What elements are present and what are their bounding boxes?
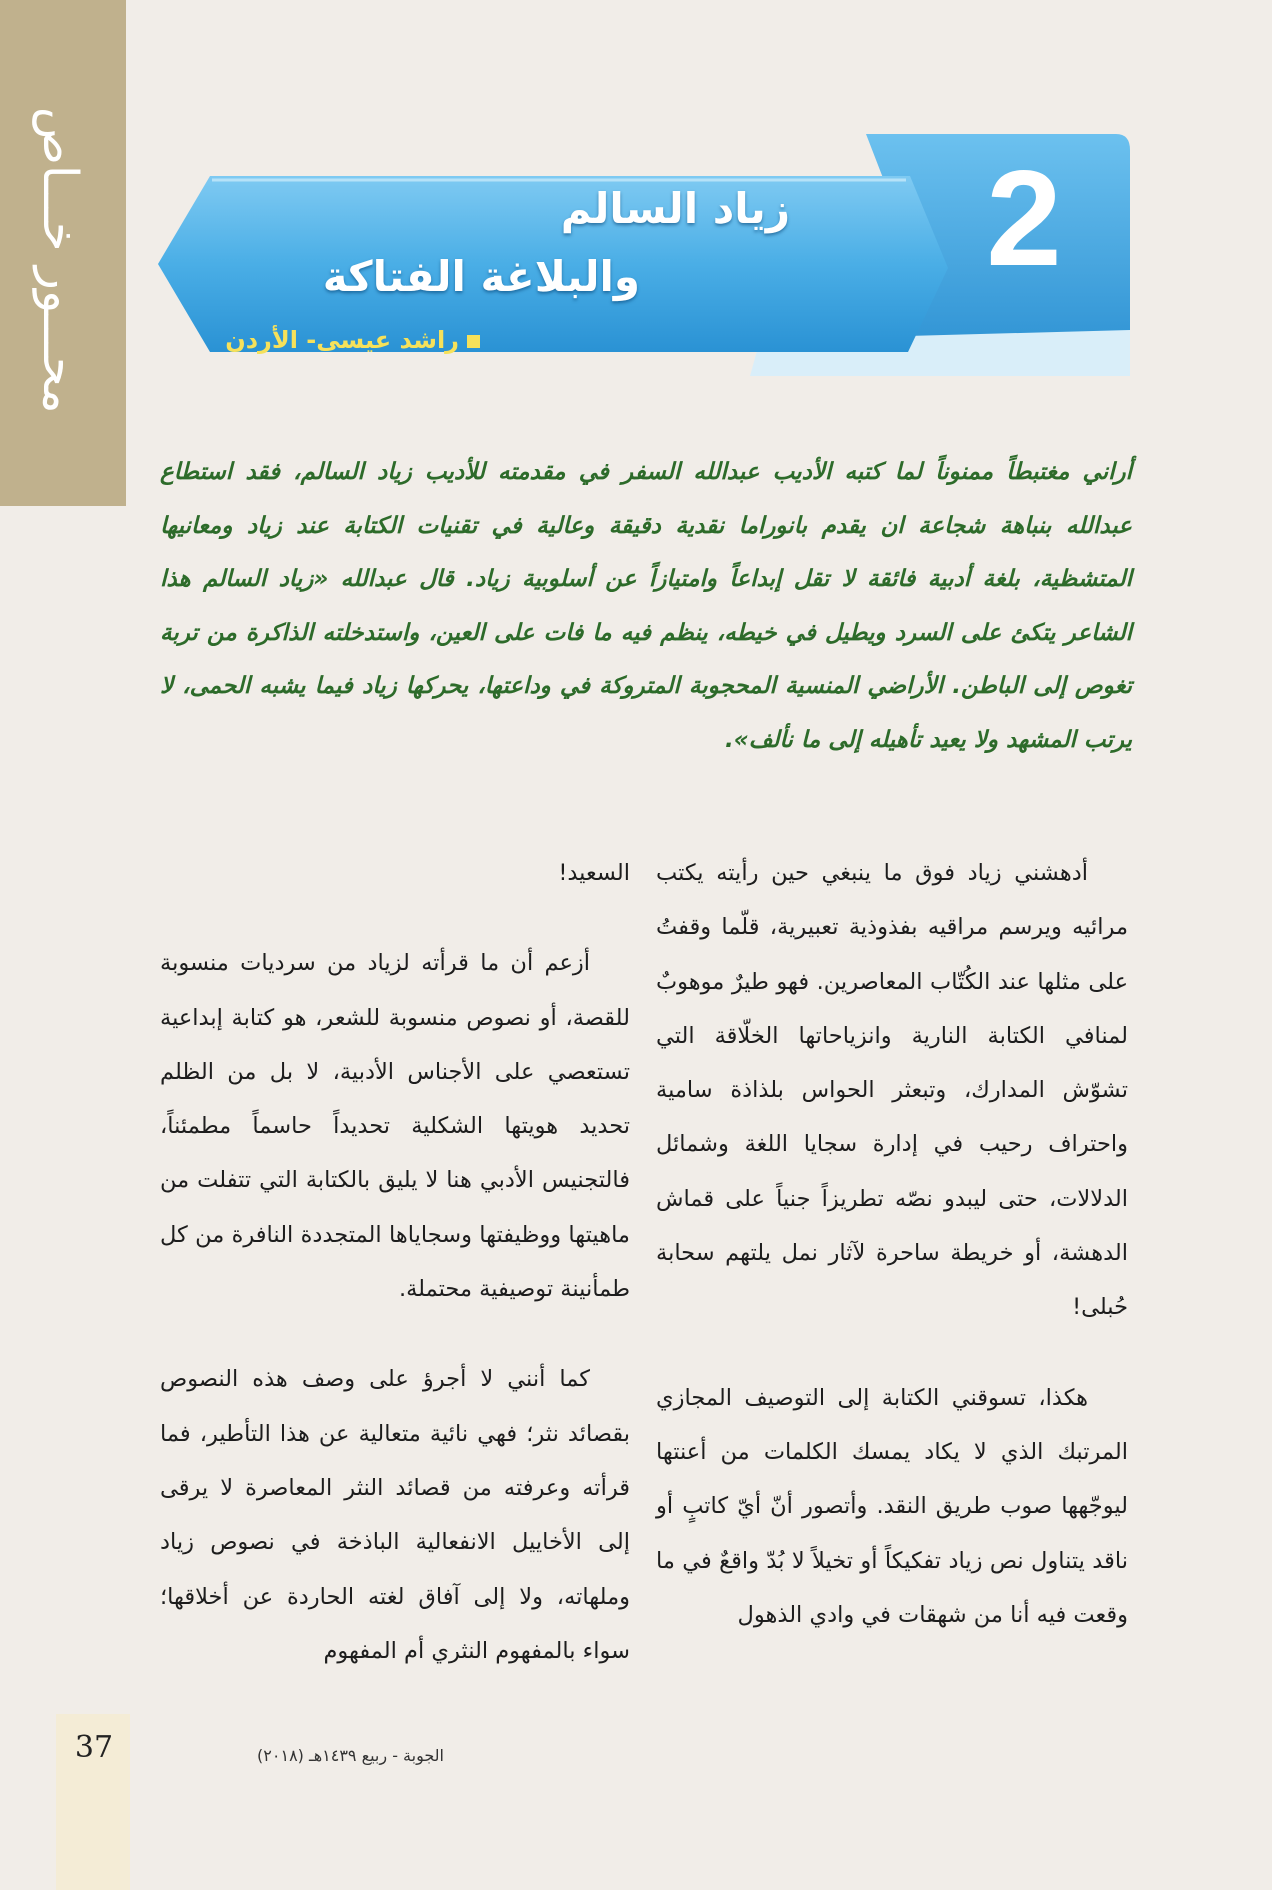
body-paragraph-continuation: السعيد! bbox=[558, 860, 630, 886]
body-paragraph: كما أنني لا أجرؤ على وصف هذه النصوص بقصائد نثر؛ فهي نائية متعالية عن هذا التأطير، فما قرأته وعرفته من قصائد النثر المعاصرة لا يرقى إلى الأخاييل الانفعالية الباذخة في نصوص زياد وملهاته، ولا إلى آفاق لغته الحاردة عن أخلاقها؛ سواء بالمفهوم النثري أم المفهوم bbox=[160, 1366, 630, 1664]
author-bullet-icon bbox=[467, 335, 480, 348]
author-name: راشد عيسى- الأردن bbox=[225, 326, 459, 354]
article-title-line2: والبلاغة الفتاكة bbox=[322, 252, 640, 301]
section-label: محـــور خـــاص bbox=[32, 106, 88, 414]
page-edge bbox=[1272, 0, 1284, 1890]
body-paragraph: أدهشني زياد فوق ما ينبغي حين رأيته يكتب مرائيه ويرسم مراقيه بفذوذية تعبيرية، قلّما وقفتُ على مثلها عند الكُتّاب المعاصرين. فهو طيرٌ موهوبٌ لمنافي الكتابة النارية وانزياحاتها الخلّاقة التي تشوّش المدارك، وتبعثر الحواس بلذاذة سامية واحتراف رحيب في إدارة سجايا اللغة وشمائل الدلالات، حتى ليبدو نصّه تطريزاً جنياً على قماش الدهشة، أو خريطة ساحرة لآثار نمل يلتهم سحابة حُبلى! bbox=[656, 860, 1128, 1321]
body-column-right bbox=[656, 846, 1128, 1642]
body-paragraph: أزعم أن ما قرأته لزياد من سرديات منسوبة للقصة، أو نصوص منسوبة للشعر، هو كتابة إبداعية تستعصي على الأجناس الأدبية، لا بل من الظلم تحديد هويتها الشكلية تحديداً حاسماً مطمئناً، فالتجنيس الأدبي هنا لا يليق بالكتابة التي تتفلت من ماهيتها ووظيفتها وسجاياها المتجددة النافرة من كل طمأنينة توصيفية محتملة. bbox=[160, 950, 630, 1303]
article-title-line1: زياد السالم bbox=[560, 184, 790, 233]
page-number: 37 bbox=[74, 1730, 114, 1765]
issue-footer: الجوبة - ربيع ١٤٣٩هـ (٢٠١٨) bbox=[257, 1746, 444, 1765]
body-column-left bbox=[160, 846, 630, 1678]
author-byline bbox=[210, 326, 480, 354]
intro-paragraph: أراني مغتبطاً ممنوناً لما كتبه الأديب عبدالله السفر في مقدمته للأديب زياد السالم، فقد استطاع عبدالله بنباهة شجاعة ان يقدم بانوراما نقدية دقيقة وعالية في تقنيات الكتابة عند زياد ومعانيها المتشظية، بلغة أدبية فائقة لا تقل إبداعاً وامتيازاً عن أسلوبية زياد. قال عبدالله «زياد السالم هذا الشاعر يتكئ على السرد ويطيل في خيطه، ينظم فيه ما فات على العين، واستدخلته الذاكرة من تربة تغوص إلى الباطن. الأراضي المنسية المحجوبة المتروكة في وداعتها، يحركها زياد فيما يشبه الحمى، لا يرتب المشهد ولا يعيد تأهيله إلى ما نألف». bbox=[160, 459, 1132, 753]
body-paragraph: هكذا، تسوقني الكتابة إلى التوصيف المجازي المرتبك الذي لا يكاد يمسك الكلمات من أعنتها ليوجّهها صوب طريق النقد. وأتصور أنّ أيّ كاتبٍ أو ناقد يتناول نص زياد تفكيكاً أو تخيلاً لا بُدّ واقعٌ في ما وقعت فيه أنا من شهقات في وادي الذهول bbox=[656, 1384, 1128, 1628]
article-number: 2 bbox=[986, 142, 1062, 294]
